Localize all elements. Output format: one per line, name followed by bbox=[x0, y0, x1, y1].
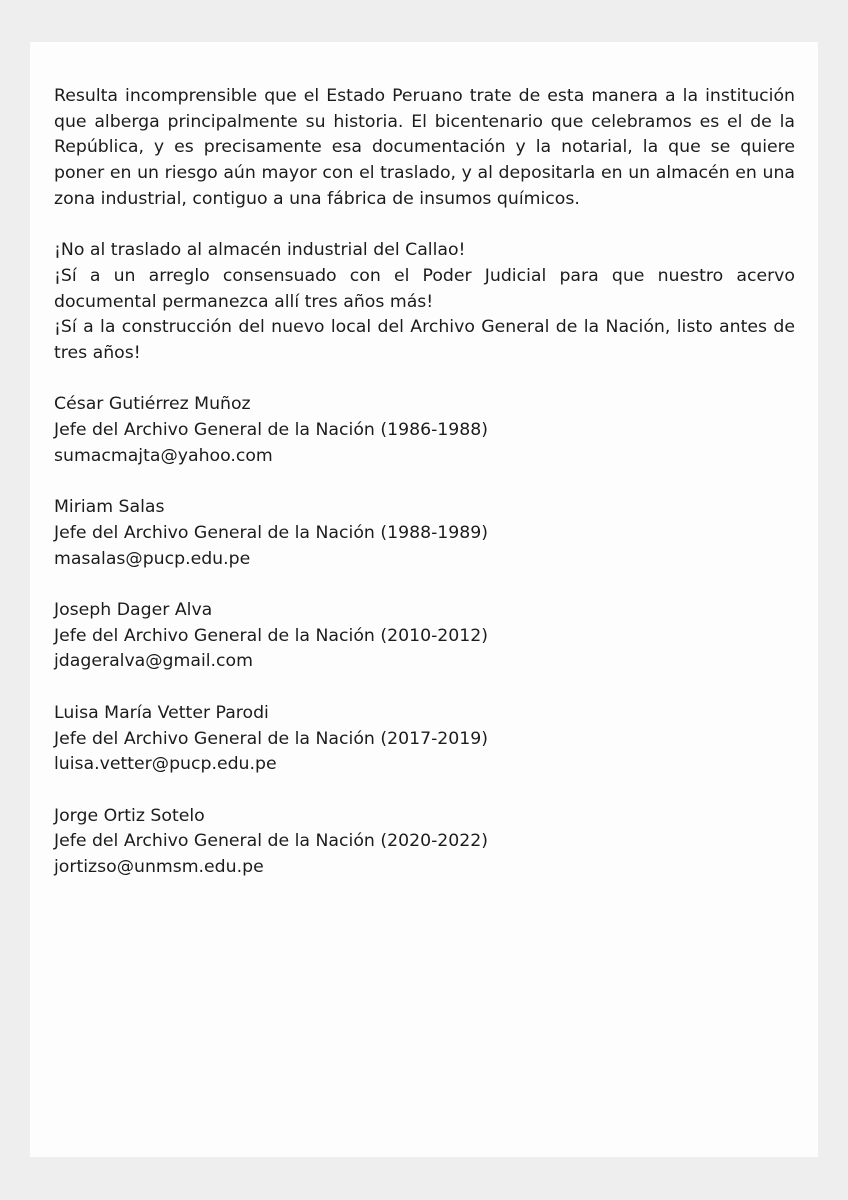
signatory-email: jortizso@unmsm.edu.pe bbox=[54, 857, 264, 877]
demand-line: ¡Sí a la construcción del nuevo local del Archivo General de la Nación, listo antes de tres años! bbox=[54, 317, 795, 364]
signatory-title: Jefe del Archivo General de la Nación (2010-2012) bbox=[54, 625, 489, 646]
signatory-email: luisa.vetter@pucp.edu.pe bbox=[54, 754, 277, 775]
document-body bbox=[54, 84, 795, 906]
signatory-block bbox=[54, 392, 795, 469]
signatory-title: Jefe del Archivo General de la Nación (2020-2022) bbox=[54, 831, 489, 852]
signatory-name: Luisa María Vetter Parodi bbox=[54, 702, 269, 723]
signatory-email: masalas@pucp.edu.pe bbox=[54, 548, 251, 569]
signatory-title: Jefe del Archivo General de la Nación (1988-1989) bbox=[54, 522, 489, 543]
demand-line: ¡Sí a un arreglo consensuado con el Poder Judicial para que nuestro acervo documental permanezca allí tres años más! bbox=[54, 265, 795, 312]
intro-paragraph: Resulta incomprensible que el Estado Peruano trate de esta manera a la institución que alberga principalmente su historia. El bicentenario que celebramos es el de la República, y es precisamente esa documentación y la notarial, la que se quiere poner en un riesgo aún mayor con el traslado, y al depositarla en un almacén en una zona industrial, contiguo a una fábrica de insumos químicos. bbox=[54, 86, 795, 209]
signatory-email: sumacmajta@yahoo.com bbox=[54, 445, 273, 466]
demands-block bbox=[54, 238, 795, 367]
signatory-name: Jorge Ortiz Sotelo bbox=[54, 805, 205, 826]
signatory-title: Jefe del Archivo General de la Nación (2017-2019) bbox=[54, 728, 489, 749]
document-page bbox=[30, 42, 818, 1157]
signatory-block bbox=[54, 701, 795, 778]
signatory-block bbox=[54, 495, 795, 572]
demand-line: ¡No al traslado al almacén industrial del Callao! bbox=[54, 240, 466, 261]
signatory-name: César Gutiérrez Muñoz bbox=[54, 394, 251, 415]
signatory-block bbox=[54, 804, 795, 881]
signatory-title: Jefe del Archivo General de la Nación (1986-1988) bbox=[54, 420, 489, 441]
signatory-name: Joseph Dager Alva bbox=[54, 600, 213, 620]
signatory-block bbox=[54, 598, 795, 675]
signatory-name: Miriam Salas bbox=[54, 497, 165, 518]
signatory-email: jdageralva@gmail.com bbox=[54, 651, 253, 672]
